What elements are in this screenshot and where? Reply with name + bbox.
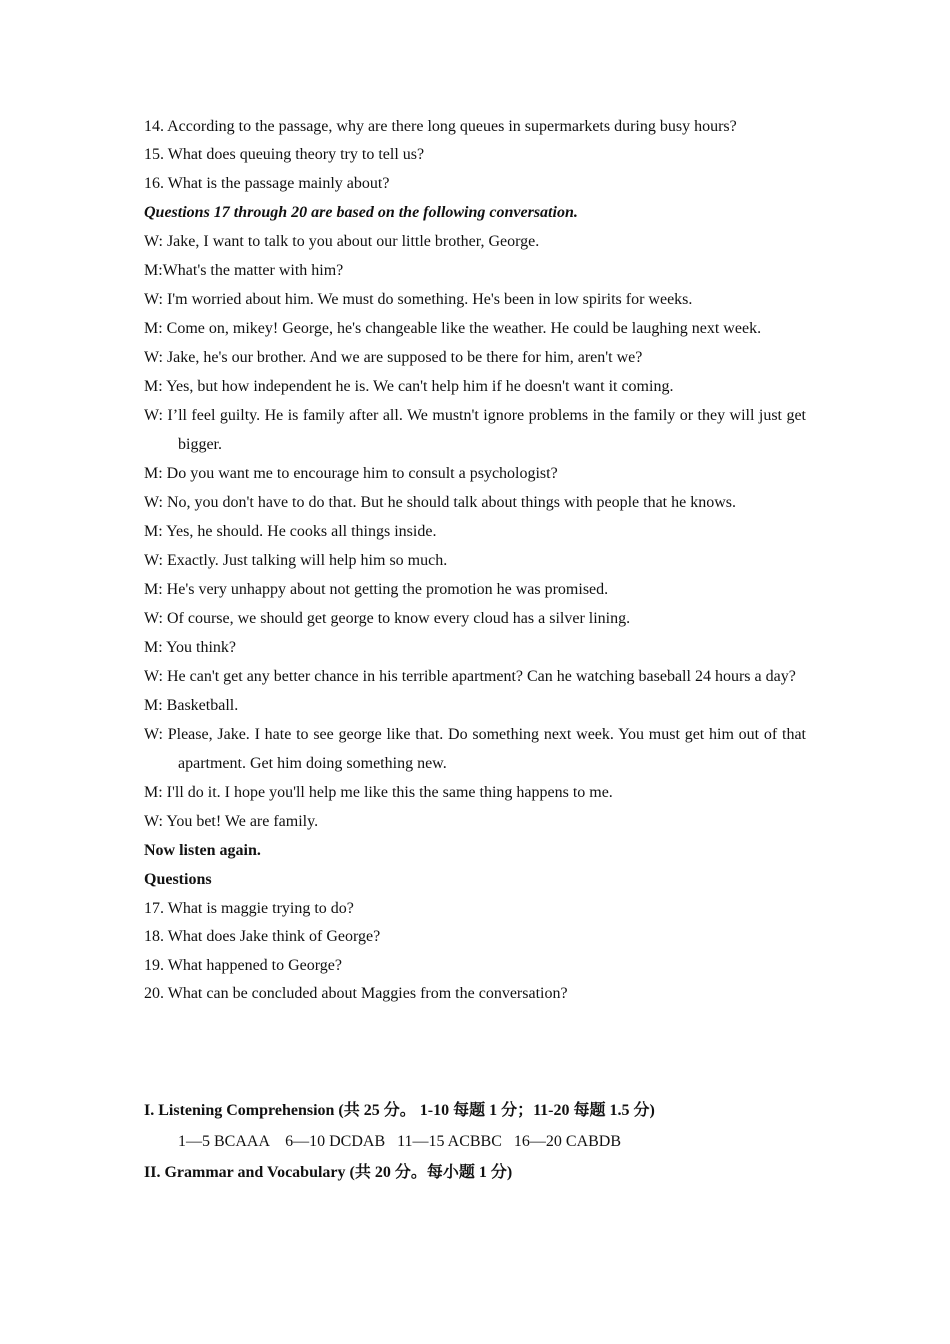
dialogue — [144, 227, 806, 836]
question-14: 14. According to the passage, why are there long queues in supermarkets during busy hours? — [144, 118, 737, 135]
question-19: 19. What happened to George? — [144, 956, 343, 974]
dialogue-line: W: Please, Jake. I hate to see george like that. Do something next week. You must get him out of that apartment. Get him doing something new. — [144, 726, 806, 772]
dialogue-line: M: Yes, he should. He cooks all things inside. — [144, 523, 437, 540]
dialogue-line: M: He's very unhappy about not getting the promotion he was promised. — [144, 581, 609, 598]
dialogue-line: W: Jake, I want to talk to you about our little brother, George. — [144, 233, 540, 250]
question-20: 20. What can be concluded about Maggies from the conversation? — [144, 985, 568, 1002]
section-2-heading: II. Grammar and Vocabulary (共 20 分。每小题 1 分) — [144, 1163, 513, 1181]
question-17: 17. What is maggie trying to do? — [144, 900, 354, 917]
dialogue-line: M: You think? — [144, 639, 237, 656]
question-15: 15. What does queuing theory try to tell us? — [144, 146, 425, 163]
dialogue-line: W: Jake, he's our brother. And we are supposed to be there for him, aren't we? — [144, 349, 643, 366]
conversation-heading: Questions 17 through 20 are based on the following conversation. — [144, 204, 578, 221]
dialogue-line: W: No, you don't have to do that. But he should talk about things with people that he knows. — [144, 494, 736, 511]
section-1-heading: I. Listening Comprehension (共 25 分。 1-10 每题 1 分；11-20 每题 1.5 分) — [144, 1101, 655, 1119]
dialogue-line: W: Exactly. Just talking will help him so much. — [144, 552, 448, 569]
dialogue-line: M: I'll do it. I hope you'll help me like this the same thing happens to me. — [144, 784, 613, 801]
dialogue-line: W: I'm worried about him. We must do something. He's been in low spirits for weeks. — [144, 291, 693, 308]
listen-again-note: Now listen again. — [144, 842, 261, 859]
dialogue-line: M: Yes, but how independent he is. We can't help him if he doesn't want it coming. — [144, 378, 674, 395]
question-18: 18. What does Jake think of George? — [144, 928, 381, 945]
spacer — [144, 1009, 806, 1095]
dialogue-line: M: Do you want me to encourage him to consult a psychologist? — [144, 465, 558, 482]
dialogue-line: W: He can't get any better chance in his terrible apartment? Can he watching baseball 24 hours a day? — [144, 668, 796, 685]
document-page — [144, 112, 806, 1189]
dialogue-line: W: You bet! We are family. — [144, 813, 319, 830]
dialogue-line: M: Come on, mikey! George, he's changeable like the weather. He could be laughing next week. — [144, 320, 762, 337]
question-16: 16. What is the passage mainly about? — [144, 174, 390, 192]
question-list-14-16 — [144, 112, 806, 198]
dialogue-line: M: Basketball. — [144, 697, 239, 714]
dialogue-line: M:What's the matter with him? — [144, 262, 344, 279]
dialogue-line: W: Of course, we should get george to know every cloud has a silver lining. — [144, 610, 631, 627]
question-list-17-20 — [144, 894, 806, 1009]
section-1-answers: 1—5 BCAAA 6—10 DCDAB 11—15 ACBBC 16—20 CABDB — [178, 1132, 622, 1150]
questions-label: Questions — [144, 871, 212, 888]
dialogue-line: W: I’ll feel guilty. He is family after all. We mustn't ignore problems in the family or they will just get bigger. — [144, 407, 806, 453]
